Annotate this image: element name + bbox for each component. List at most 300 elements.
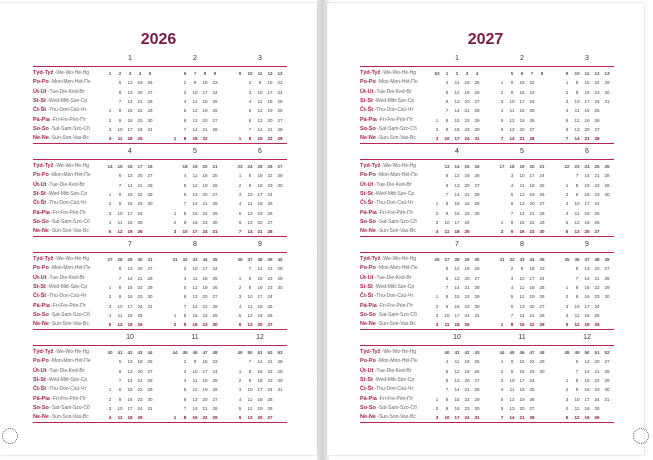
day-cell: 26	[474, 89, 480, 95]
day-row	[105, 376, 155, 385]
sunday-row	[562, 134, 612, 143]
day-cell: 20	[594, 266, 600, 272]
day-row	[235, 199, 285, 208]
week-number: 37	[247, 257, 253, 262]
day-cell: 17	[584, 396, 590, 402]
week-number: 19	[519, 164, 525, 169]
weekday-label-bold: Čt-Št	[360, 107, 374, 114]
weekday-label-rest: -Thu-Don-Csü-Чт	[46, 386, 87, 393]
day-cell: 24	[529, 98, 535, 104]
divider	[33, 345, 287, 346]
day-cell: 17	[202, 368, 208, 374]
day-cell: 3	[183, 89, 187, 95]
divider	[33, 236, 287, 237]
day-cell: 23	[464, 405, 470, 411]
day-cell: 3	[173, 229, 177, 235]
day-cell: 22	[202, 415, 208, 421]
weekday-label-rest: -Mon-Mon-Hét-Пн	[48, 358, 91, 365]
day-cell: 8	[575, 284, 579, 290]
week-number: 8	[203, 71, 207, 76]
day-cell: 22	[529, 80, 535, 86]
week-numbers-row	[432, 348, 482, 357]
sunday-row	[562, 413, 612, 422]
week-number: 10	[574, 71, 580, 76]
day-cell: 29	[212, 312, 218, 318]
day-cell: 11	[519, 284, 525, 290]
weekday-label	[360, 311, 417, 320]
weekday-label	[33, 255, 89, 264]
day-cell: 7	[510, 312, 514, 318]
week-number: 47	[202, 350, 208, 355]
day-row	[562, 78, 612, 87]
day-cell: 21	[137, 275, 143, 281]
day-cell: 25	[137, 136, 143, 142]
day-cell: 31	[474, 415, 480, 421]
weekday-label	[33, 199, 87, 208]
day-cell: 8	[118, 284, 122, 290]
week-number: 39	[267, 257, 273, 262]
day-cell: 28	[212, 126, 218, 132]
day-cell: 18	[454, 229, 460, 235]
weekday-label-bold: So-So	[33, 125, 49, 132]
day-row	[432, 292, 482, 301]
month-number: 3	[258, 55, 262, 62]
day-cell: 31	[604, 396, 610, 402]
weekday-label-rest: -Sat-Sam-Szo-Сб	[48, 218, 90, 225]
day-cell: 11	[454, 359, 460, 365]
day-cell: 22	[202, 210, 208, 216]
day-cell: 1	[435, 117, 439, 123]
day-cell: 5	[108, 322, 112, 328]
week-number: 28	[454, 257, 460, 262]
week-number: 24	[247, 164, 253, 169]
day-cell: 2	[565, 89, 569, 95]
day-cell: 18	[529, 284, 535, 290]
divider	[33, 143, 287, 144]
day-cell: 6	[510, 201, 514, 207]
weekday-label-rest: -We-Wo-Hé-Hg	[53, 70, 90, 76]
week-number: 29	[127, 257, 133, 262]
day-row	[235, 367, 285, 376]
day-cell: 16	[454, 405, 460, 411]
day-row	[562, 367, 612, 376]
day-cell: 16	[202, 359, 208, 365]
day-cell: 10	[444, 415, 450, 421]
day-row	[235, 311, 285, 320]
day-cell: 6	[118, 368, 122, 374]
day-cell: 24	[137, 126, 143, 132]
weekday-label	[33, 78, 91, 87]
day-cell: 25	[539, 182, 545, 188]
weekday-label	[33, 171, 91, 180]
day-cell: 14	[192, 126, 198, 132]
weekday-label-rest: -Mon-Mon-Hét-Пн	[375, 79, 418, 86]
day-row	[235, 376, 285, 385]
day-cell: 11	[117, 312, 123, 318]
day-cell: 1	[173, 415, 177, 421]
day-cell: 27	[267, 415, 273, 421]
weekday-label-rest: -We-Wo-Hé-Hg	[53, 163, 90, 169]
day-cell: 27	[604, 359, 610, 365]
quarter-block	[33, 148, 287, 236]
day-cell: 12	[574, 117, 580, 123]
day-row	[432, 190, 482, 199]
month-number: 1	[128, 55, 132, 62]
day-cell: 14	[192, 303, 198, 309]
week-number: 25	[594, 164, 600, 169]
week-number: 26	[604, 164, 610, 169]
week-number: 45	[509, 350, 515, 355]
weekday-label-rest: -Sun-Son-Vas-Вс	[48, 321, 89, 328]
week-number: 27	[277, 164, 283, 169]
day-cell: 21	[137, 98, 143, 104]
day-row	[497, 292, 547, 301]
weekday-label	[360, 69, 416, 78]
day-cell: 18	[464, 80, 470, 86]
day-cell: 16	[454, 210, 460, 216]
day-cell: 23	[594, 191, 600, 197]
weekday-label	[33, 125, 90, 134]
day-cell: 26	[212, 182, 218, 188]
day-cell: 25	[267, 201, 273, 207]
day-cell: 20	[584, 126, 590, 132]
day-cell: 12	[192, 387, 198, 393]
day-cell: 8	[575, 377, 579, 383]
day-row	[105, 404, 155, 413]
day-cell: 2	[435, 405, 439, 411]
weekday-label-rest: -Fri-Fre-Pén-Пт	[49, 209, 86, 216]
day-cell: 16	[529, 266, 535, 272]
day-cell: 9	[183, 322, 187, 328]
day-cell: 4	[248, 98, 252, 104]
day-row	[497, 88, 547, 97]
day-cell: 26	[267, 312, 273, 318]
divider	[33, 66, 287, 67]
day-row	[432, 106, 482, 115]
day-cell: 10	[192, 368, 198, 374]
day-cell: 17	[127, 210, 133, 216]
day-cell: 24	[212, 266, 218, 272]
weekday-label	[33, 88, 85, 97]
day-cell: 26	[529, 396, 535, 402]
day-cell: 21	[137, 182, 143, 188]
day-cell: 23	[267, 284, 273, 290]
day-cell: 28	[147, 275, 153, 281]
day-cell: 28	[474, 108, 480, 114]
day-cell: 27	[474, 275, 480, 281]
day-cell: 13	[454, 275, 460, 281]
day-cell: 10	[444, 312, 450, 318]
day-cell: 11	[247, 201, 253, 207]
day-cell: 1	[565, 182, 569, 188]
weekday-label-bold: Týd-Tyž	[33, 256, 54, 262]
day-row	[562, 311, 612, 320]
day-cell: 7	[248, 266, 252, 272]
week-number: 53	[434, 71, 440, 76]
day-cell: 18	[257, 303, 263, 309]
week-number: 40	[107, 350, 113, 355]
day-cell: 19	[464, 266, 470, 272]
week-number: 17	[499, 164, 505, 169]
day-cell: 20	[137, 173, 143, 179]
weekday-label	[33, 404, 90, 413]
weekday-label-rest: -Sat-Sam-Szo-Сб	[48, 125, 90, 132]
day-cell: 20	[529, 303, 535, 309]
day-cell: 2	[500, 368, 504, 374]
month-number: 2	[193, 55, 197, 62]
day-cell: 2	[108, 201, 112, 207]
day-cell: 10	[519, 173, 525, 179]
week-number: 18	[147, 164, 153, 169]
weekday-label	[360, 97, 414, 106]
weekday-label	[360, 264, 418, 273]
day-cell: 24	[594, 303, 600, 309]
weekday-label-rest: -Thu-Don-Csü-Чт	[46, 200, 87, 207]
divider	[360, 329, 614, 330]
sunday-row	[235, 134, 285, 143]
weekday-label-bold: Ne-Ne	[360, 414, 376, 421]
day-cell: 6	[238, 415, 242, 421]
day-cell: 3	[108, 405, 112, 411]
day-cell: 16	[267, 80, 273, 86]
day-cell: 12	[509, 117, 515, 123]
day-cell: 4	[500, 387, 504, 393]
day-cell: 7	[575, 173, 579, 179]
day-row	[562, 199, 612, 208]
right-page	[327, 3, 644, 455]
day-cell: 23	[267, 377, 273, 383]
weekday-label-bold: Pá-Pia	[33, 116, 50, 123]
day-cell: 10	[192, 89, 198, 95]
day-cell: 10	[574, 201, 580, 207]
day-row	[432, 218, 482, 227]
day-cell: 2	[173, 219, 177, 225]
day-cell: 18	[529, 182, 535, 188]
sunday-row	[432, 320, 482, 329]
weekday-label	[33, 357, 91, 366]
day-cell: 14	[454, 387, 460, 393]
day-row	[235, 116, 285, 125]
weekday-label-bold: St-St	[360, 283, 373, 290]
day-cell: 29	[604, 377, 610, 383]
day-cell: 29	[147, 387, 153, 393]
day-cell: 22	[529, 322, 535, 328]
day-row	[235, 181, 285, 190]
weekday-label-bold: Po-Po	[360, 265, 376, 272]
day-cell: 4	[565, 405, 569, 411]
day-cell: 5	[238, 210, 242, 216]
day-cell: 26	[529, 117, 535, 123]
weekday-label-rest: -We-Wo-Hé-Hg	[380, 70, 417, 76]
day-cell: 18	[202, 98, 208, 104]
day-cell: 19	[529, 191, 535, 197]
week-numbers-row	[562, 348, 612, 357]
day-row	[170, 209, 220, 218]
weekday-label-rest: -Sat-Sam-Szo-Сб	[48, 404, 90, 411]
day-cell: 20	[137, 368, 143, 374]
sunday-row	[170, 413, 220, 422]
day-cell: 29	[474, 117, 480, 123]
day-cell: 5	[118, 359, 122, 365]
day-cell: 11	[117, 415, 123, 421]
day-cell: 22	[137, 284, 143, 290]
corner-perforation-left	[2, 428, 18, 444]
week-number: 17	[137, 164, 143, 169]
weekday-label-rest: -Sat-Sam-Szo-Сб	[375, 311, 417, 318]
day-cell: 30	[212, 322, 218, 328]
week-number: 4	[138, 71, 142, 76]
month-number: 12	[583, 334, 591, 341]
month-number: 10	[453, 334, 461, 341]
day-cell: 4	[108, 312, 112, 318]
day-cell: 21	[594, 275, 600, 281]
day-row	[170, 283, 220, 292]
weekday-label-rest: -Tue-Die-Ked-Вт	[46, 181, 85, 188]
month-number: 9	[585, 241, 589, 248]
day-cell: 19	[464, 173, 470, 179]
day-cell: 16	[584, 191, 590, 197]
day-cell: 19	[257, 312, 263, 318]
day-cell: 31	[147, 126, 153, 132]
weekday-label-rest: -Tue-Die-Ked-Вт	[46, 88, 85, 95]
weekday-label-bold: Týd-Tyž	[33, 349, 54, 355]
day-cell: 12	[127, 359, 133, 365]
day-cell: 3	[183, 368, 187, 374]
day-row	[235, 88, 285, 97]
day-cell: 22	[594, 377, 600, 383]
week-number: 37	[584, 257, 590, 262]
day-cell: 21	[529, 210, 535, 216]
day-row	[432, 78, 482, 87]
week-number: 32	[182, 257, 188, 262]
day-cell: 23	[594, 387, 600, 393]
week-number: 41	[117, 350, 123, 355]
day-cell: 6	[445, 377, 449, 383]
day-cell: 10	[574, 303, 580, 309]
day-cell: 31	[147, 405, 153, 411]
day-row	[105, 264, 155, 273]
weekday-label	[360, 209, 413, 218]
day-cell: 9	[183, 219, 187, 225]
day-cell: 25	[267, 396, 273, 402]
day-cell: 29	[277, 173, 283, 179]
day-cell: 8	[118, 387, 122, 393]
day-cell: 6	[183, 191, 187, 197]
week-number: 35	[212, 257, 218, 262]
day-cell: 25	[529, 108, 535, 114]
day-cell: 1	[500, 80, 504, 86]
day-cell: 23	[464, 210, 470, 216]
day-cell: 22	[202, 136, 208, 142]
day-cell: 14	[519, 210, 525, 216]
week-number: 3	[465, 71, 469, 76]
day-cell: 6	[248, 117, 252, 123]
week-number: 46	[192, 350, 198, 355]
day-cell: 5	[500, 396, 504, 402]
day-row	[170, 395, 220, 404]
weekday-label-bold: So-So	[33, 311, 49, 318]
day-cell: 24	[539, 275, 545, 281]
day-row	[497, 395, 547, 404]
day-cell: 18	[202, 377, 208, 383]
week-number: 13	[444, 164, 450, 169]
day-cell: 7	[183, 201, 187, 207]
day-cell: 5	[238, 405, 242, 411]
day-row	[562, 274, 612, 283]
sunday-row	[432, 413, 482, 422]
week-number: 16	[127, 164, 133, 169]
day-cell: 26	[594, 415, 600, 421]
day-cell: 13	[584, 266, 590, 272]
day-cell: 25	[594, 405, 600, 411]
day-cell: 15	[127, 284, 133, 290]
week-number: 38	[257, 257, 263, 262]
day-cell: 12	[127, 80, 133, 86]
weekday-label	[360, 78, 418, 87]
month-number: 9	[258, 241, 262, 248]
day-row	[497, 209, 547, 218]
week-number: 43	[474, 350, 480, 355]
day-cell: 14	[257, 266, 263, 272]
weekday-label	[360, 404, 417, 413]
day-cell: 23	[137, 201, 143, 207]
day-cell: 28	[147, 98, 153, 104]
day-cell: 29	[474, 201, 480, 207]
day-cell: 14	[509, 136, 515, 142]
day-cell: 29	[539, 322, 545, 328]
day-cell: 2	[435, 126, 439, 132]
day-cell: 23	[202, 322, 208, 328]
day-row	[497, 302, 547, 311]
day-cell: 1	[500, 219, 504, 225]
weekday-label-bold: Pá-Pia	[360, 209, 377, 216]
day-cell: 7	[565, 136, 569, 142]
day-cell: 9	[118, 396, 122, 402]
day-row	[497, 385, 547, 394]
day-cell: 28	[267, 229, 273, 235]
day-cell: 6	[575, 266, 579, 272]
day-row	[235, 395, 285, 404]
day-cell: 9	[248, 182, 252, 188]
day-cell: 8	[183, 210, 187, 216]
weekday-label-rest: -Sat-Sam-Szo-Сб	[375, 404, 417, 411]
week-number: 43	[137, 350, 143, 355]
weekday-label-rest: -Thu-Don-Csü-Чт	[373, 200, 414, 207]
month-number: 2	[520, 55, 524, 62]
day-cell: 27	[267, 219, 273, 225]
weekday-label	[360, 218, 417, 227]
day-cell: 28	[277, 126, 283, 132]
day-cell: 15	[257, 173, 263, 179]
day-cell: 29	[147, 108, 153, 114]
day-cell: 10	[444, 219, 450, 225]
week-number: 10	[247, 71, 253, 76]
week-number: 14	[107, 164, 113, 169]
day-cell: 15	[192, 210, 198, 216]
day-cell: 28	[277, 266, 283, 272]
day-cell: 19	[127, 322, 133, 328]
weekday-label-bold: Týd-Tyž	[33, 70, 54, 76]
weekday-label-rest: -Sat-Sam-Szo-Сб	[375, 125, 417, 132]
day-cell: 14	[192, 201, 198, 207]
week-number: 24	[584, 164, 590, 169]
day-cell: 3	[565, 396, 569, 402]
day-cell: 8	[445, 294, 449, 300]
weekday-label	[360, 413, 416, 422]
day-cell: 13	[574, 229, 580, 235]
day-cell: 26	[474, 266, 480, 272]
day-cell: 25	[137, 312, 143, 318]
